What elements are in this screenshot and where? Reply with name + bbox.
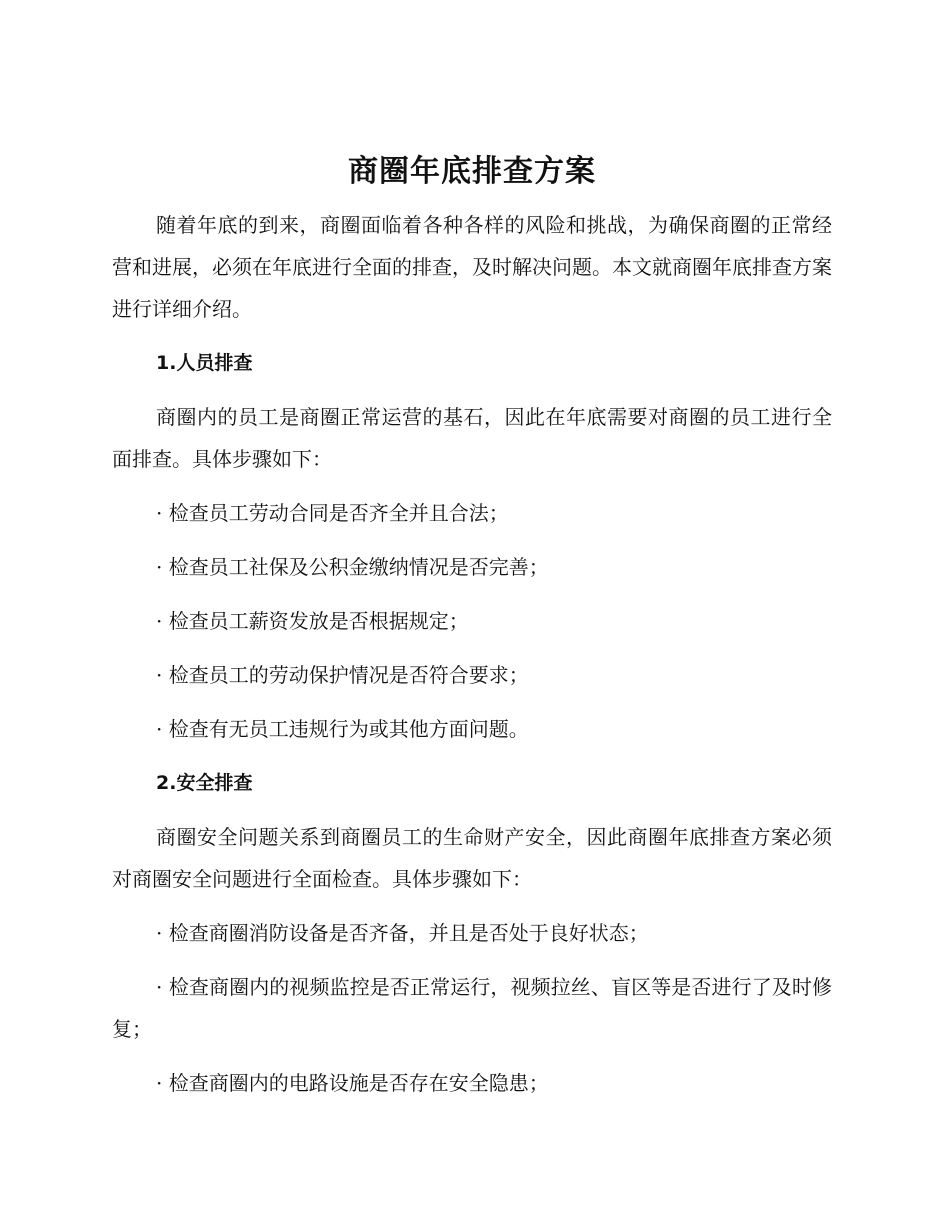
section-heading: 2.安全排查 [156, 772, 253, 794]
list-item: · 检查商圈消防设备是否齐备，并且是否处于良好状态； [156, 921, 649, 945]
section-safety [112, 762, 832, 1104]
list-item: · 检查商圈内的电路设施是否存在安全隐患； [156, 1071, 549, 1095]
section-body: 商圈内的员工是商圈正常运营的基石，因此在年底需要对商圈的员工进行全面排查。具体步骤如下： [112, 405, 832, 471]
list-item: · 检查员工社保及公积金缴纳情况是否完善； [156, 555, 549, 579]
section-heading: 1.人员排查 [156, 352, 253, 374]
list-item: · 检查员工的劳动保护情况是否符合要求； [156, 663, 529, 687]
intro-paragraph: 随着年底的到来，商圈面临着各种各样的风险和挑战，为确保商圈的正常经营和进展，必须在年底进行全面的排查，及时解决问题。本文就商圈年底排查方案进行详细介绍。 [112, 213, 832, 321]
document-title: 商圈年底排查方案 [348, 154, 596, 189]
list-item: · 检查商圈内的视频监控是否正常运行，视频拉丝、盲区等是否进行了及时修复； [112, 975, 832, 1041]
list-item: · 检查员工劳动合同是否齐全并且合法； [156, 501, 509, 525]
section-body: 商圈安全问题关系到商圈员工的生命财产安全，因此商圈年底排查方案必须对商圈安全问题进行全面检查。具体步骤如下： [112, 825, 832, 891]
list-item: · 检查有无员工违规行为或其他方面问题。 [156, 717, 529, 741]
document-page [112, 150, 832, 1104]
list-item: · 检查员工薪资发放是否根据规定； [156, 609, 469, 633]
section-personnel [112, 342, 832, 750]
